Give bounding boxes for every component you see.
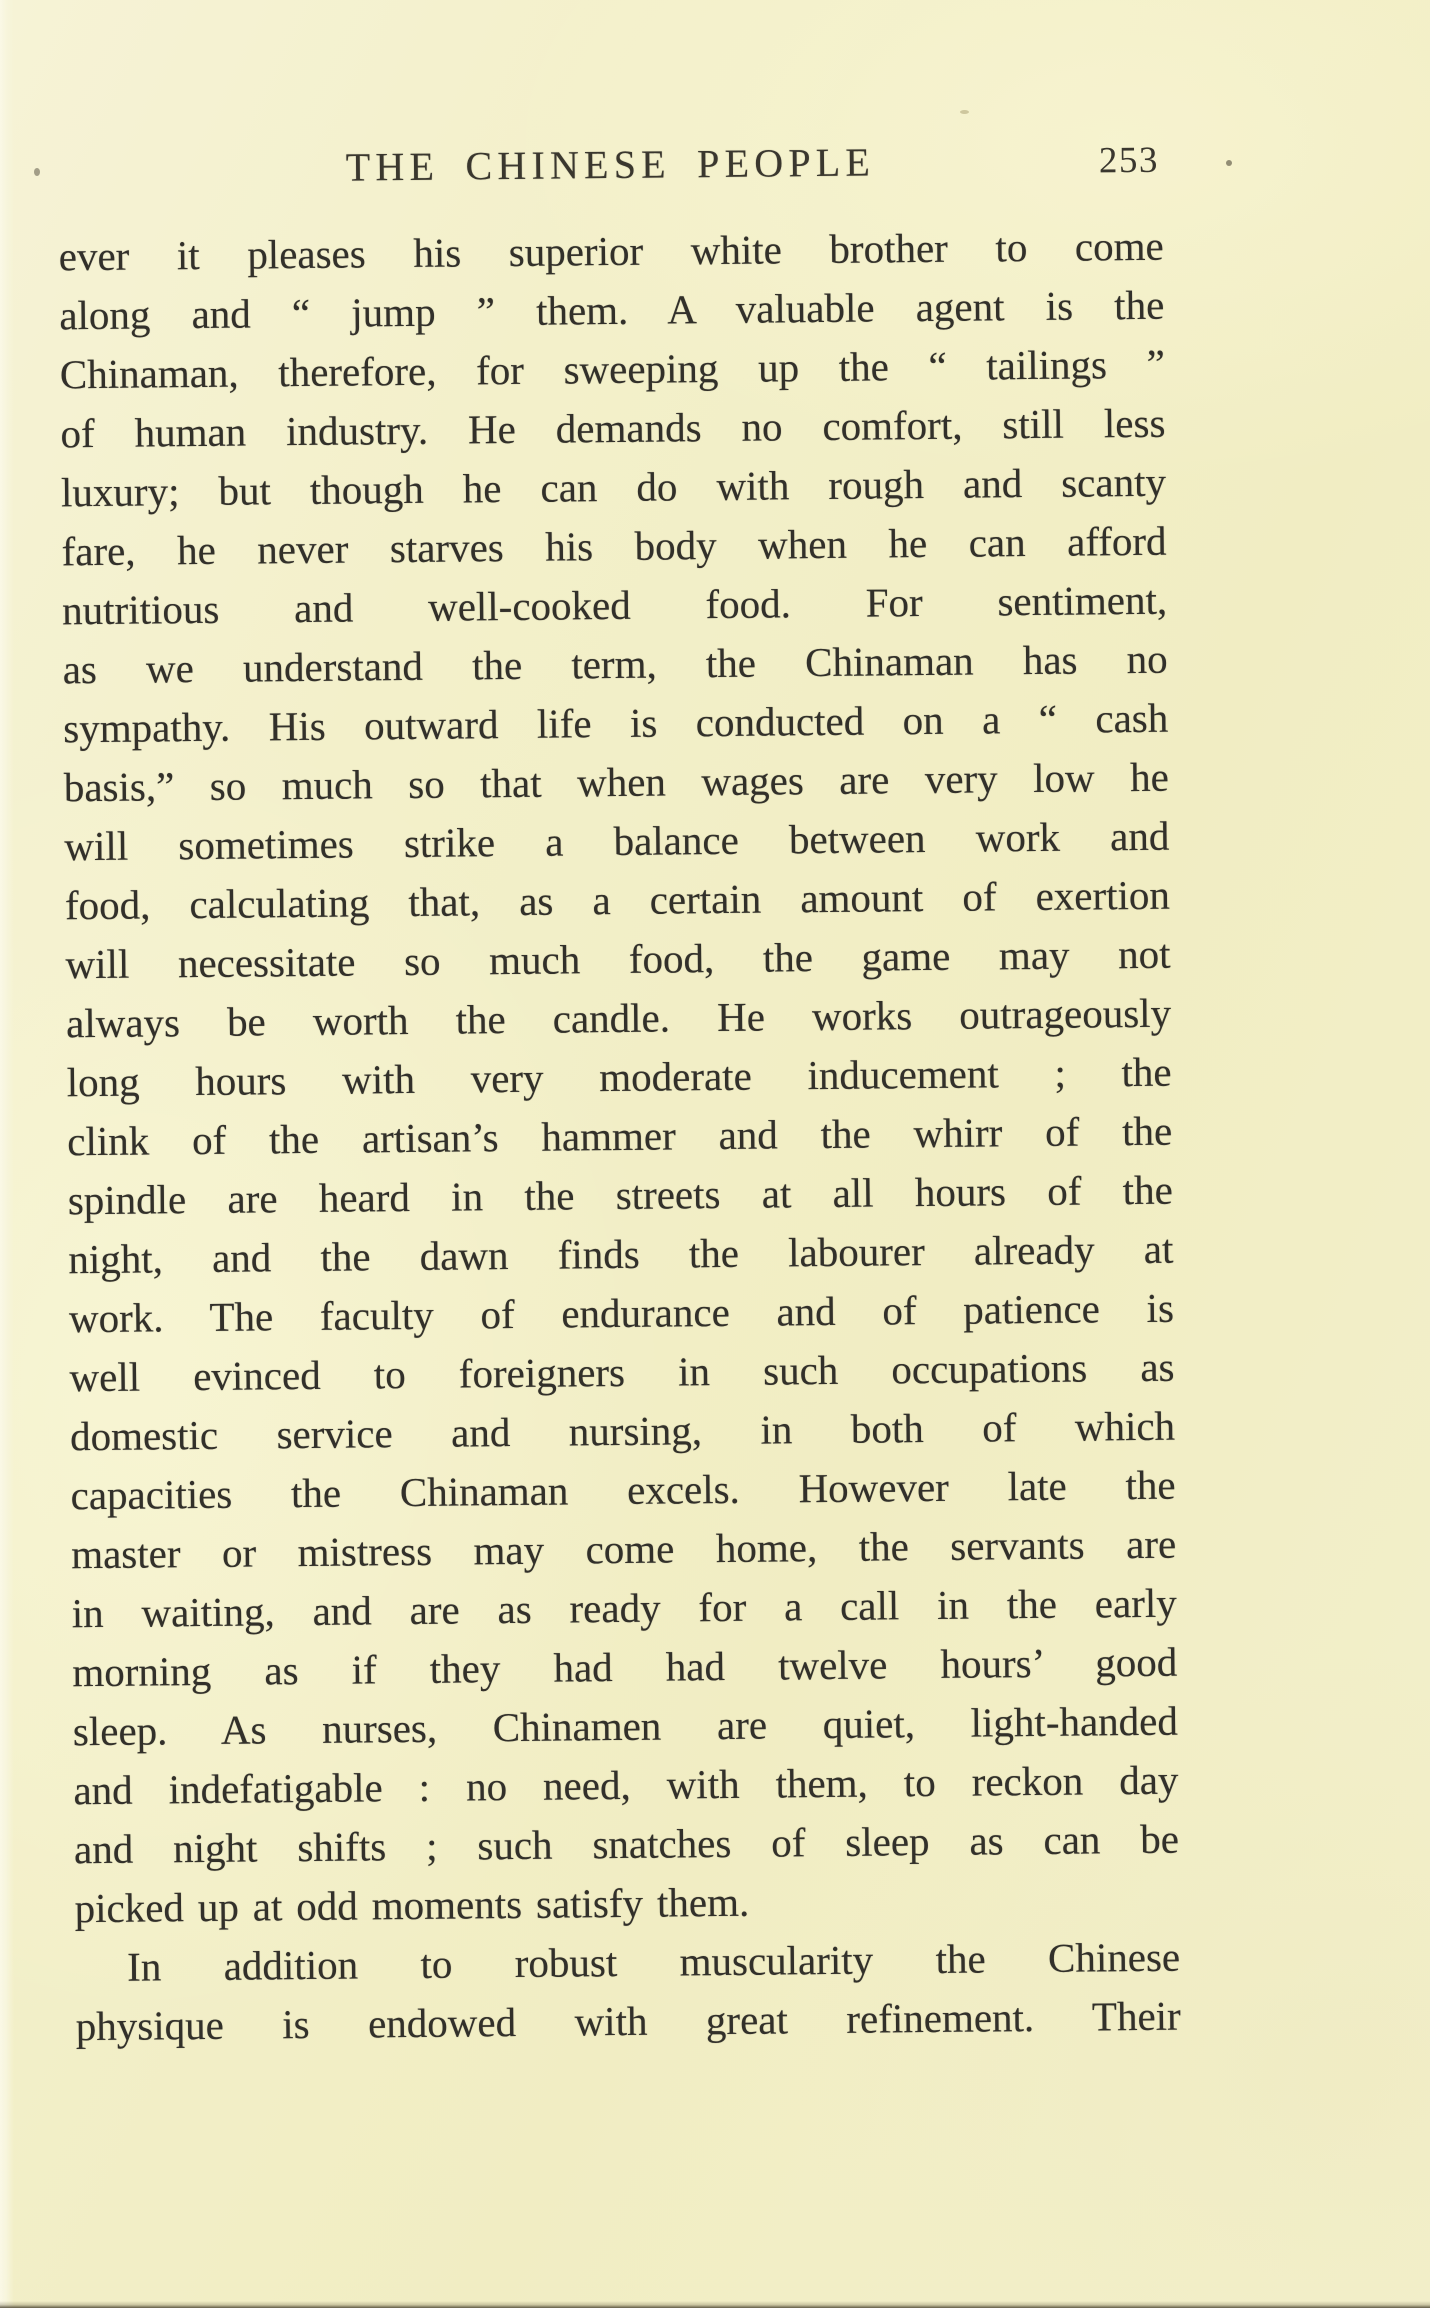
text-line: as we understand the term, the Chinaman has no — [62, 635, 1168, 693]
text-line: sympathy. His outward life is conducted on a “ cash — [63, 694, 1169, 752]
text-line: of human industry. He demands no comfort, still less — [60, 399, 1166, 457]
page-bottom-edge — [0, 2301, 1430, 2308]
body-text — [58, 217, 1181, 2057]
text-line: master or mistress may come home, the servants are — [70, 1520, 1177, 1578]
text-line: In addition to robust muscularity the Chinese — [126, 1933, 1181, 1990]
text-line: morning as if they had had twelve hours’ good — [72, 1638, 1178, 1696]
text-line: fare, he never starves his body when he can afford — [61, 517, 1167, 575]
text-line: luxury; but though he can do with rough and scanty — [60, 458, 1167, 516]
text-line: will necessitate so much food, the game may not — [65, 930, 1171, 988]
text-line: well evinced to foreigners in such occupations as — [69, 1343, 1175, 1401]
text-line: capacities the Chinaman excels. However late the — [70, 1461, 1176, 1519]
text-line: ever it pleases his superior white brother to come — [58, 222, 1164, 280]
text-line: clink of the artisan’s hammer and the whirr of the — [67, 1107, 1173, 1165]
text-line: physique is endowed with great refinement. Their — [75, 1992, 1181, 2050]
text-line: picked up at odd moments satisfy them. — [74, 1878, 750, 1932]
text-line: and night shifts ; such snatches of sleep as can be — [73, 1815, 1180, 1873]
text-line: nutritious and well-cooked food. For sentiment, — [61, 576, 1168, 634]
text-line: long hours with very moderate inducement ; the — [66, 1048, 1172, 1106]
chapter-title: THE CHINESE PEOPLE — [345, 139, 876, 190]
text-line: will sometimes strike a balance between work and — [64, 812, 1170, 870]
printed-area — [58, 135, 1181, 2057]
text-line: and indefatigable : no need, with them, to reckon day — [73, 1756, 1179, 1814]
text-line: always be worth the candle. He works outrageously — [65, 989, 1172, 1047]
text-line: work. The faculty of endurance and of patience is — [68, 1284, 1175, 1342]
page-number: 253 — [1098, 139, 1160, 182]
scan-speck — [1226, 160, 1232, 166]
scan-speck — [960, 110, 969, 114]
scan-speck — [34, 168, 40, 176]
text-line: domestic service and nursing, in both of which — [69, 1402, 1176, 1460]
text-line: food, calculating that, as a certain amount of exertion — [64, 871, 1171, 929]
text-line: sleep. As nurses, Chinamen are quiet, light-handed — [72, 1697, 1179, 1755]
running-head — [58, 135, 1163, 196]
text-line: spindle are heard in the streets at all hours of the — [67, 1166, 1173, 1224]
text-line: Chinaman, therefore, for sweeping up the “ tailings ” — [59, 340, 1166, 398]
text-line: along and “ jump ” them. A valuable agent is the — [59, 281, 1165, 339]
page-left-edge — [0, 0, 14, 2308]
text-line: in waiting, and are as ready for a call in the early — [71, 1579, 1177, 1637]
text-line: night, and the dawn finds the labourer already at — [68, 1225, 1174, 1283]
text-line: basis,” so much so that when wages are very low he — [63, 753, 1170, 811]
